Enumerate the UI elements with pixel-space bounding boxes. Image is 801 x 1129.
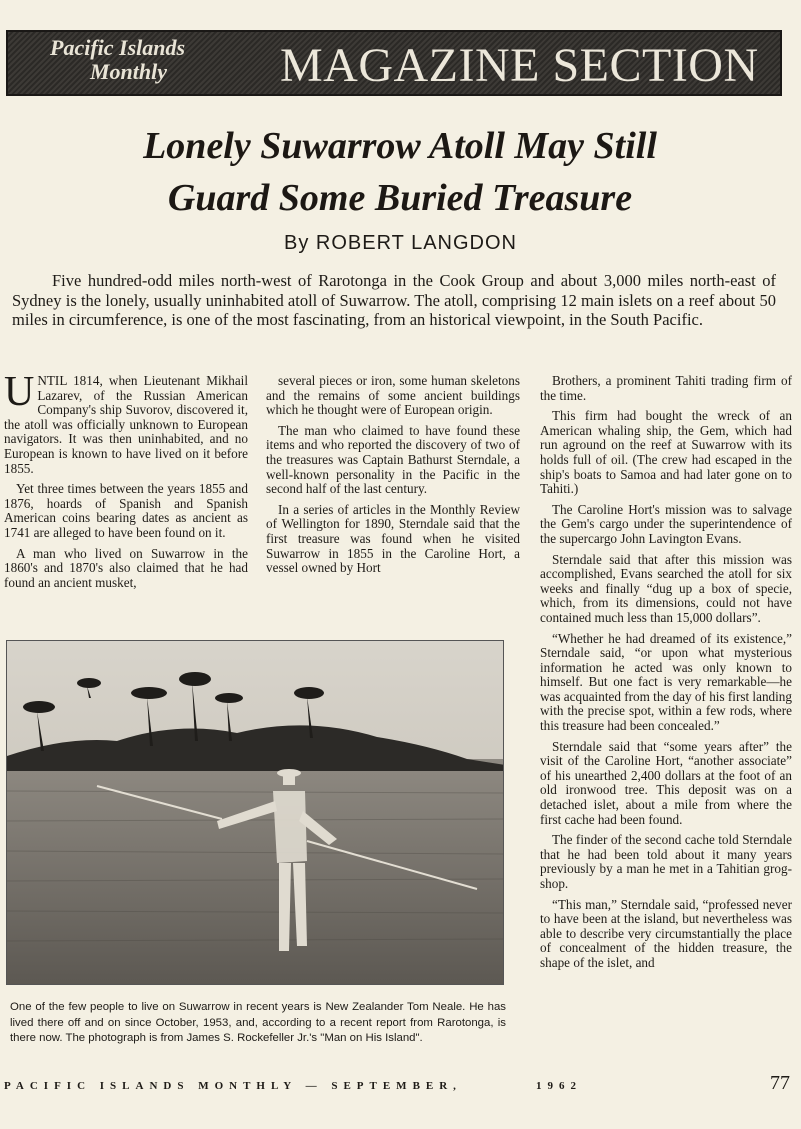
masthead	[6, 30, 782, 96]
paragraph: The man who claimed to have found these items and who reported the discovery of two of the treasures was Captain Bathurst Sterndale, a well-known personality in the Pacific in the second half of the last century.	[266, 422, 520, 497]
paragraph: Brothers, a prominent Tahiti trading firm of the time.	[540, 373, 792, 403]
paragraph: several pieces or iron, some human skeletons and the remains of some ancient buildings which he thought were of European origin.	[266, 373, 520, 418]
article-headline	[30, 120, 770, 224]
footer-publication: PACIFIC ISLANDS MONTHLY — SEPTEMBER,	[4, 1080, 462, 1092]
paragraph: This firm had bought the wreck of an American whaling ship, the Gem, which had run aground on the reef at Suwarrow with its holds full of oil. (The crew had escaped in the ship's boats to Samoa and had later gone on to Tahiti.)	[540, 408, 792, 497]
photo-caption: One of the few people to live on Suwarrow in recent years is New Zealander Tom Neale. He has lived there off and on since October, 1953, and, according to a recent report from Rarotonga, is there now. The photograph is from James S. Rockefeller Jr.'s "Man on His Island".	[10, 1001, 506, 1044]
atoll-photo	[6, 640, 504, 985]
paragraph: Sterndale said that after this mission was accomplished, Evans searched the atoll for six weeks and finally “dug up a box of specie, which, from its dimensions, could not have contained much less than 15,000 dollars”.	[540, 551, 792, 625]
byline: By ROBERT LANGDON	[284, 232, 517, 254]
dropcap: U	[4, 369, 35, 415]
paragraph: In a series of articles in the Monthly Review of Wellington for 1890, Sterndale said that the first treasure was found when he visited Suwarrow in 1855 in the Caroline Hort, a vessel owned by Hort	[266, 501, 520, 576]
paragraph: “Whether he had dreamed of its existence,” Sterndale said, “or upon what mysterious information he acted was only known to himself. But one fact is very remarkable—he was acquainted from the day of his first landing with the precise spot, within a few rods, where this treasure had been concealed.”	[540, 630, 792, 734]
masthead-brand	[50, 36, 250, 84]
masthead-section-title: MAGAZINE SECTION	[280, 39, 759, 92]
page-number: 77	[770, 1072, 790, 1094]
article-intro: Five hundred-odd miles north-west of Rarotonga in the Cook Group and about 3,000 miles north-east of Sydney is the lonely, usually uninhabited atoll of Suwarrow. The atoll, comprising 12 main islets on a reef about 50 miles in circumference, is one of the most fascinating, from an historical viewpoint, in the South Pacific.	[12, 271, 776, 329]
photo-scene	[7, 641, 504, 985]
headline-line2: Guard Some Buried Treasure	[167, 177, 633, 219]
headline-line1: Lonely Suwarrow Atoll May Still	[143, 125, 657, 167]
masthead-brand-line1: Pacific Islands	[50, 35, 186, 60]
paragraph: Yet three times between the years 1855 and 1876, hoards of Spanish and Spanish American coins bearing dates as ancient as 1741 are alleged to have been found on it.	[4, 481, 248, 540]
column-3	[540, 374, 792, 977]
paragraph: Sterndale said that “some years after” the visit of the Caroline Hort, “another associate” of his unearthed 2,400 dollars at the foot of an old ironwood tree. This deposit was on a detached islet, about a mile from where the first cache had been found.	[540, 738, 792, 827]
masthead-brand-line2: Monthly	[90, 59, 168, 84]
column-2	[266, 374, 520, 582]
footer-year: 1962	[536, 1080, 582, 1092]
paragraph: The finder of the second cache told Sterndale that he had been told about it many years previously by a man he met in a Tahitian grog-shop.	[540, 832, 792, 891]
paragraph: A man who lived on Suwarrow in the 1860's and 1870's also claimed that he had found an ancient musket,	[4, 545, 248, 590]
paragraph: UNTIL 1814, when Lieutenant Mikhail Lazarev, of the Russian American Company's ship Suvorov, discovered it, the atoll was officially unknown to European navigators. It was then uninhabited, and no European is known to have lived on it before 1855.	[4, 369, 248, 476]
paragraph: The Caroline Hort's mission was to salvage the Gem's cargo under the superintendence of the supercargo John Lavington Evans.	[540, 501, 792, 546]
page-footer	[4, 1072, 794, 1102]
column-1	[4, 369, 248, 596]
paragraph: “This man,” Sterndale said, “professed never to have been at the island, but nevertheless was able to describe very circumstantially the place of concealment of the hidden treasure, the shape of the islet, and	[540, 896, 792, 970]
